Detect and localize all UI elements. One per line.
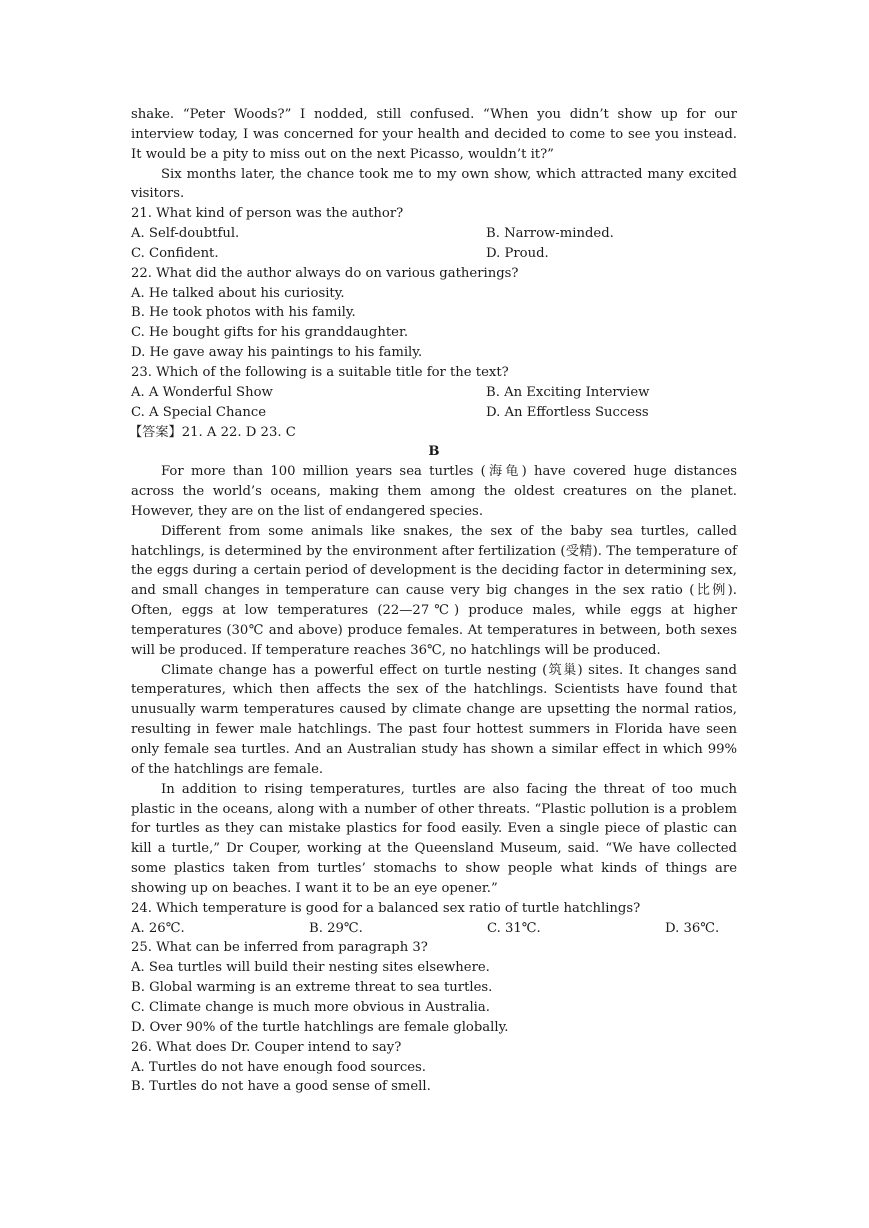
option-c: C. Confident. (131, 245, 219, 261)
option-c: C. He bought gifts for his granddaughter. (131, 325, 409, 341)
passage-b-paragraph-3: Climate change has a powerful effect on turtle nesting (筑巢) sites. It changes sand temperatures, which then affects the sex of the hatchlings. Scientists have found that unusually warm temperatures caused by climate change are upsetting the normal ratios, resulting in fewer male hatchlings. The past four hottest summers in Florida have seen only female sea turtles. And an Australian study has shown a similar effect in which 99% of the hatchlings are female. (131, 662, 737, 777)
option-a: A. A Wonderful Show (131, 384, 273, 400)
option-c: C. A Special Chance (131, 404, 267, 420)
question-23 (131, 363, 737, 423)
option-d: D. Over 90% of the turtle hatchlings are female globally. (131, 1019, 509, 1035)
passage-b-paragraph-2: Different from some animals like snakes, the sex of the baby sea turtles, called hatchlings, is determined by the environment after fertilization (受精). The temperature of the eggs during a certain period of development is the deciding factor in determining sex, and small changes in temperature can cause very big changes in the sex ratio (比例). Often, eggs at low temperatures (22—27℃) produce males, while eggs at higher temperatures (30℃ and above) produce females. At temperatures in between, both sexes will be produced. If temperature reaches 36℃, no hatchlings will be produced. (131, 523, 737, 658)
answer-key: 【答案】21. A 22. D 23. C (129, 424, 296, 440)
option-b: B. Narrow-minded. (486, 226, 614, 242)
options-row (131, 224, 737, 244)
option-a: A. Self-doubtful. (131, 226, 240, 242)
option-c: C. Climate change is much more obvious in Australia. (131, 999, 490, 1015)
section-heading: B (428, 444, 440, 460)
options-row (131, 383, 737, 403)
option-d: D. 36℃. (665, 920, 720, 936)
question-stem: 25. What can be inferred from paragraph 3? (131, 940, 428, 956)
options-row (131, 403, 737, 423)
question-26 (131, 1038, 737, 1098)
option-b: B. Turtles do not have a good sense of smell. (131, 1079, 431, 1095)
option-b: B. He took photos with his family. (131, 305, 356, 321)
option-a: A. 26℃. (131, 920, 185, 936)
option-b: B. An Exciting Interview (486, 384, 650, 400)
option-a: A. Sea turtles will build their nesting sites elsewhere. (131, 960, 490, 976)
options-row (131, 919, 737, 939)
option-b: B. Global warming is an extreme threat to sea turtles. (131, 980, 493, 996)
passage-a-paragraph-1: shake. “Peter Woods?” I nodded, still confused. “When you didn’t show up for our interview today, I was concerned for your health and decided to come to see you instead. It would be a pity to miss out on the next Picasso, wouldn’t it?” (131, 107, 737, 162)
question-22 (131, 264, 737, 363)
option-d: D. An Effortless Success (486, 404, 649, 420)
question-25 (131, 938, 737, 1037)
question-stem: 21. What kind of person was the author? (131, 206, 404, 222)
option-a: A. He talked about his curiosity. (131, 285, 345, 301)
option-d: D. He gave away his paintings to his family. (131, 345, 423, 361)
passage-a-paragraph-2: Six months later, the chance took me to my own show, which attracted many excited visitors. (131, 166, 737, 202)
option-d: D. Proud. (486, 245, 549, 261)
option-a: A. Turtles do not have enough food sources. (131, 1059, 426, 1075)
question-stem: 26. What does Dr. Couper intend to say? (131, 1039, 402, 1055)
question-stem: 24. Which temperature is good for a balanced sex ratio of turtle hatchlings? (131, 900, 641, 916)
passage-b-paragraph-4: In addition to rising temperatures, turtles are also facing the threat of too much plastic in the oceans, along with a number of other threats. “Plastic pollution is a problem for turtles as they can mistake plastics for food easily. Even a single piece of plastic can kill a turtle,” Dr Couper, working at the Queensland Museum, said. “We have collected some plastics taken from turtles’ stomachs to show people what kinds of things are showing up on beaches. I want it to be an eye opener.” (131, 781, 737, 896)
question-24 (131, 899, 737, 939)
options-row (131, 244, 737, 264)
question-stem: 22. What did the author always do on various gatherings? (131, 265, 519, 281)
question-stem: 23. Which of the following is a suitable title for the text? (131, 364, 509, 380)
question-21 (131, 204, 737, 264)
passage-b-paragraph-1: For more than 100 million years sea turtles (海龟) have covered huge distances across the world’s oceans, making them among the oldest creatures on the planet. However, they are on the list of endangered species. (131, 464, 737, 519)
option-b: B. 29℃. (309, 920, 363, 936)
document-page (131, 105, 737, 1097)
option-c: C. 31℃. (487, 920, 541, 936)
